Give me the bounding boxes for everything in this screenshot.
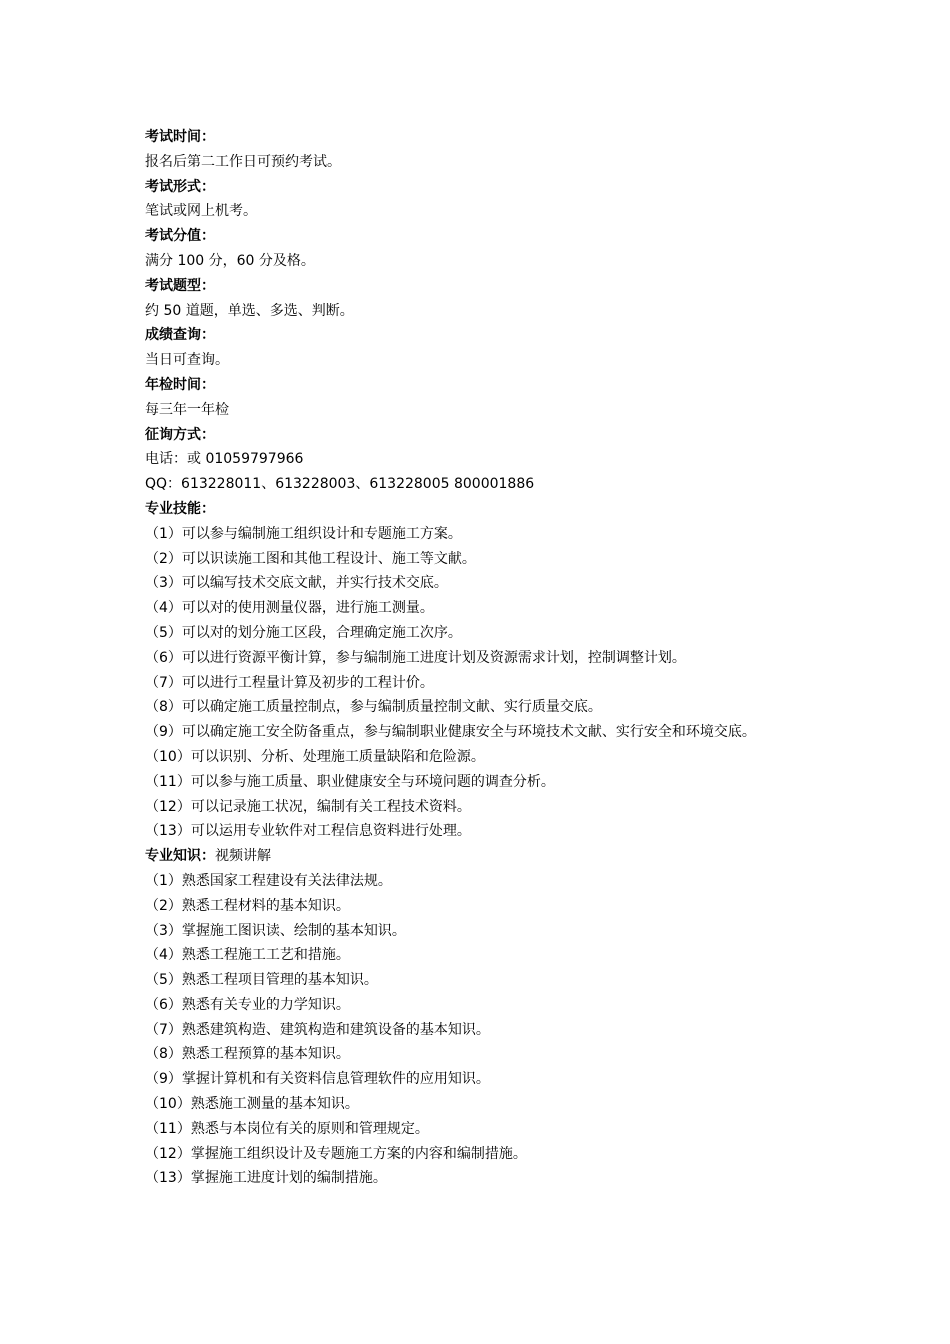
skill-item: （1）可以参与编制施工组织设计和专题施工方案。	[145, 525, 462, 542]
knowledge-item: （3）掌握施工图识读、绘制的基本知识。	[145, 922, 406, 939]
knowledge-item: （10）熟悉施工测量的基本知识。	[145, 1096, 359, 1113]
exam-score-value: 满分 100 分，60 分及格。	[145, 252, 315, 269]
skill-item: （2）可以识读施工图和其他工程设计、施工等文献。	[145, 550, 476, 567]
exam-time-label: 考试时间：	[145, 129, 215, 145]
knowledge-item: （6）熟悉有关专业的力学知识。	[145, 996, 350, 1013]
knowledge-item: （13）掌握施工进度计划的编制措施。	[145, 1170, 387, 1187]
knowledge-item: （4）熟悉工程施工工艺和措施。	[145, 947, 350, 964]
exam-format-label: 考试形式：	[145, 178, 215, 195]
score-query-value: 当日可查询。	[145, 352, 229, 369]
inquiry-label: 征询方式：	[145, 426, 215, 443]
skill-item: （13）可以运用专业软件对工程信息资料进行处理。	[145, 823, 471, 840]
knowledge-item: （12）掌握施工组织设计及专题施工方案的内容和编制措施。	[145, 1145, 527, 1162]
knowledge-note: 视频讲解	[215, 848, 271, 865]
knowledge-item: （7）熟悉建筑构造、建筑构造和建筑设备的基本知识。	[145, 1021, 490, 1038]
skill-item: （7）可以进行工程量计算及初步的工程计价。	[145, 674, 434, 691]
exam-types-label: 考试题型：	[145, 277, 215, 294]
skill-item: （10）可以识别、分析、处理施工质量缺陷和危险源。	[145, 748, 485, 765]
skill-item: （3）可以编写技术交底文献，并实行技术交底。	[145, 575, 448, 592]
skill-item: （11）可以参与施工质量、职业健康安全与环境问题的调查分析。	[145, 773, 555, 790]
knowledge-item: （1）熟悉国家工程建设有关法律法规。	[145, 872, 392, 889]
document-page	[145, 125, 825, 1191]
knowledge-label: 专业知识：	[145, 848, 215, 865]
annual-check-label: 年检时间：	[145, 376, 215, 393]
knowledge-item: （8）熟悉工程预算的基本知识。	[145, 1046, 350, 1063]
skill-item: （9）可以确定施工安全防备重点，参与编制职业健康安全与环境技术文献、实行安全和环境交底。	[145, 724, 756, 741]
score-query-label: 成绩查询：	[145, 327, 215, 344]
inquiry-qq: QQ：613228011、613228003、613228005 800001886	[145, 476, 535, 493]
skill-item: （8）可以确定施工质量控制点，参与编制质量控制文献、实行质量交底。	[145, 699, 602, 716]
knowledge-item: （11）熟悉与本岗位有关的原则和管理规定。	[145, 1120, 429, 1137]
skill-item: （4）可以对的使用测量仪器，进行施工测量。	[145, 600, 434, 617]
exam-types-value: 约 50 道题，单选、多选、判断。	[145, 302, 354, 319]
skills-label: 专业技能：	[145, 500, 215, 517]
exam-format-value: 笔试或网上机考。	[145, 203, 257, 220]
exam-score-label: 考试分值：	[145, 228, 215, 245]
inquiry-phone: 电话：或 01059797966	[145, 451, 304, 468]
knowledge-item: （2）熟悉工程材料的基本知识。	[145, 897, 350, 914]
skill-item: （5）可以对的划分施工区段，合理确定施工次序。	[145, 624, 462, 641]
knowledge-heading	[145, 844, 825, 869]
exam-time-value: 报名后第二工作日可预约考试。	[145, 153, 341, 170]
skill-item: （12）可以记录施工状况，编制有关工程技术资料。	[145, 798, 471, 815]
skill-item: （6）可以进行资源平衡计算，参与编制施工进度计划及资源需求计划，控制调整计划。	[145, 649, 686, 666]
knowledge-item: （5）熟悉工程项目管理的基本知识。	[145, 972, 378, 989]
annual-check-value: 每三年一年检	[145, 401, 229, 418]
knowledge-item: （9）掌握计算机和有关资料信息管理软件的应用知识。	[145, 1071, 490, 1088]
